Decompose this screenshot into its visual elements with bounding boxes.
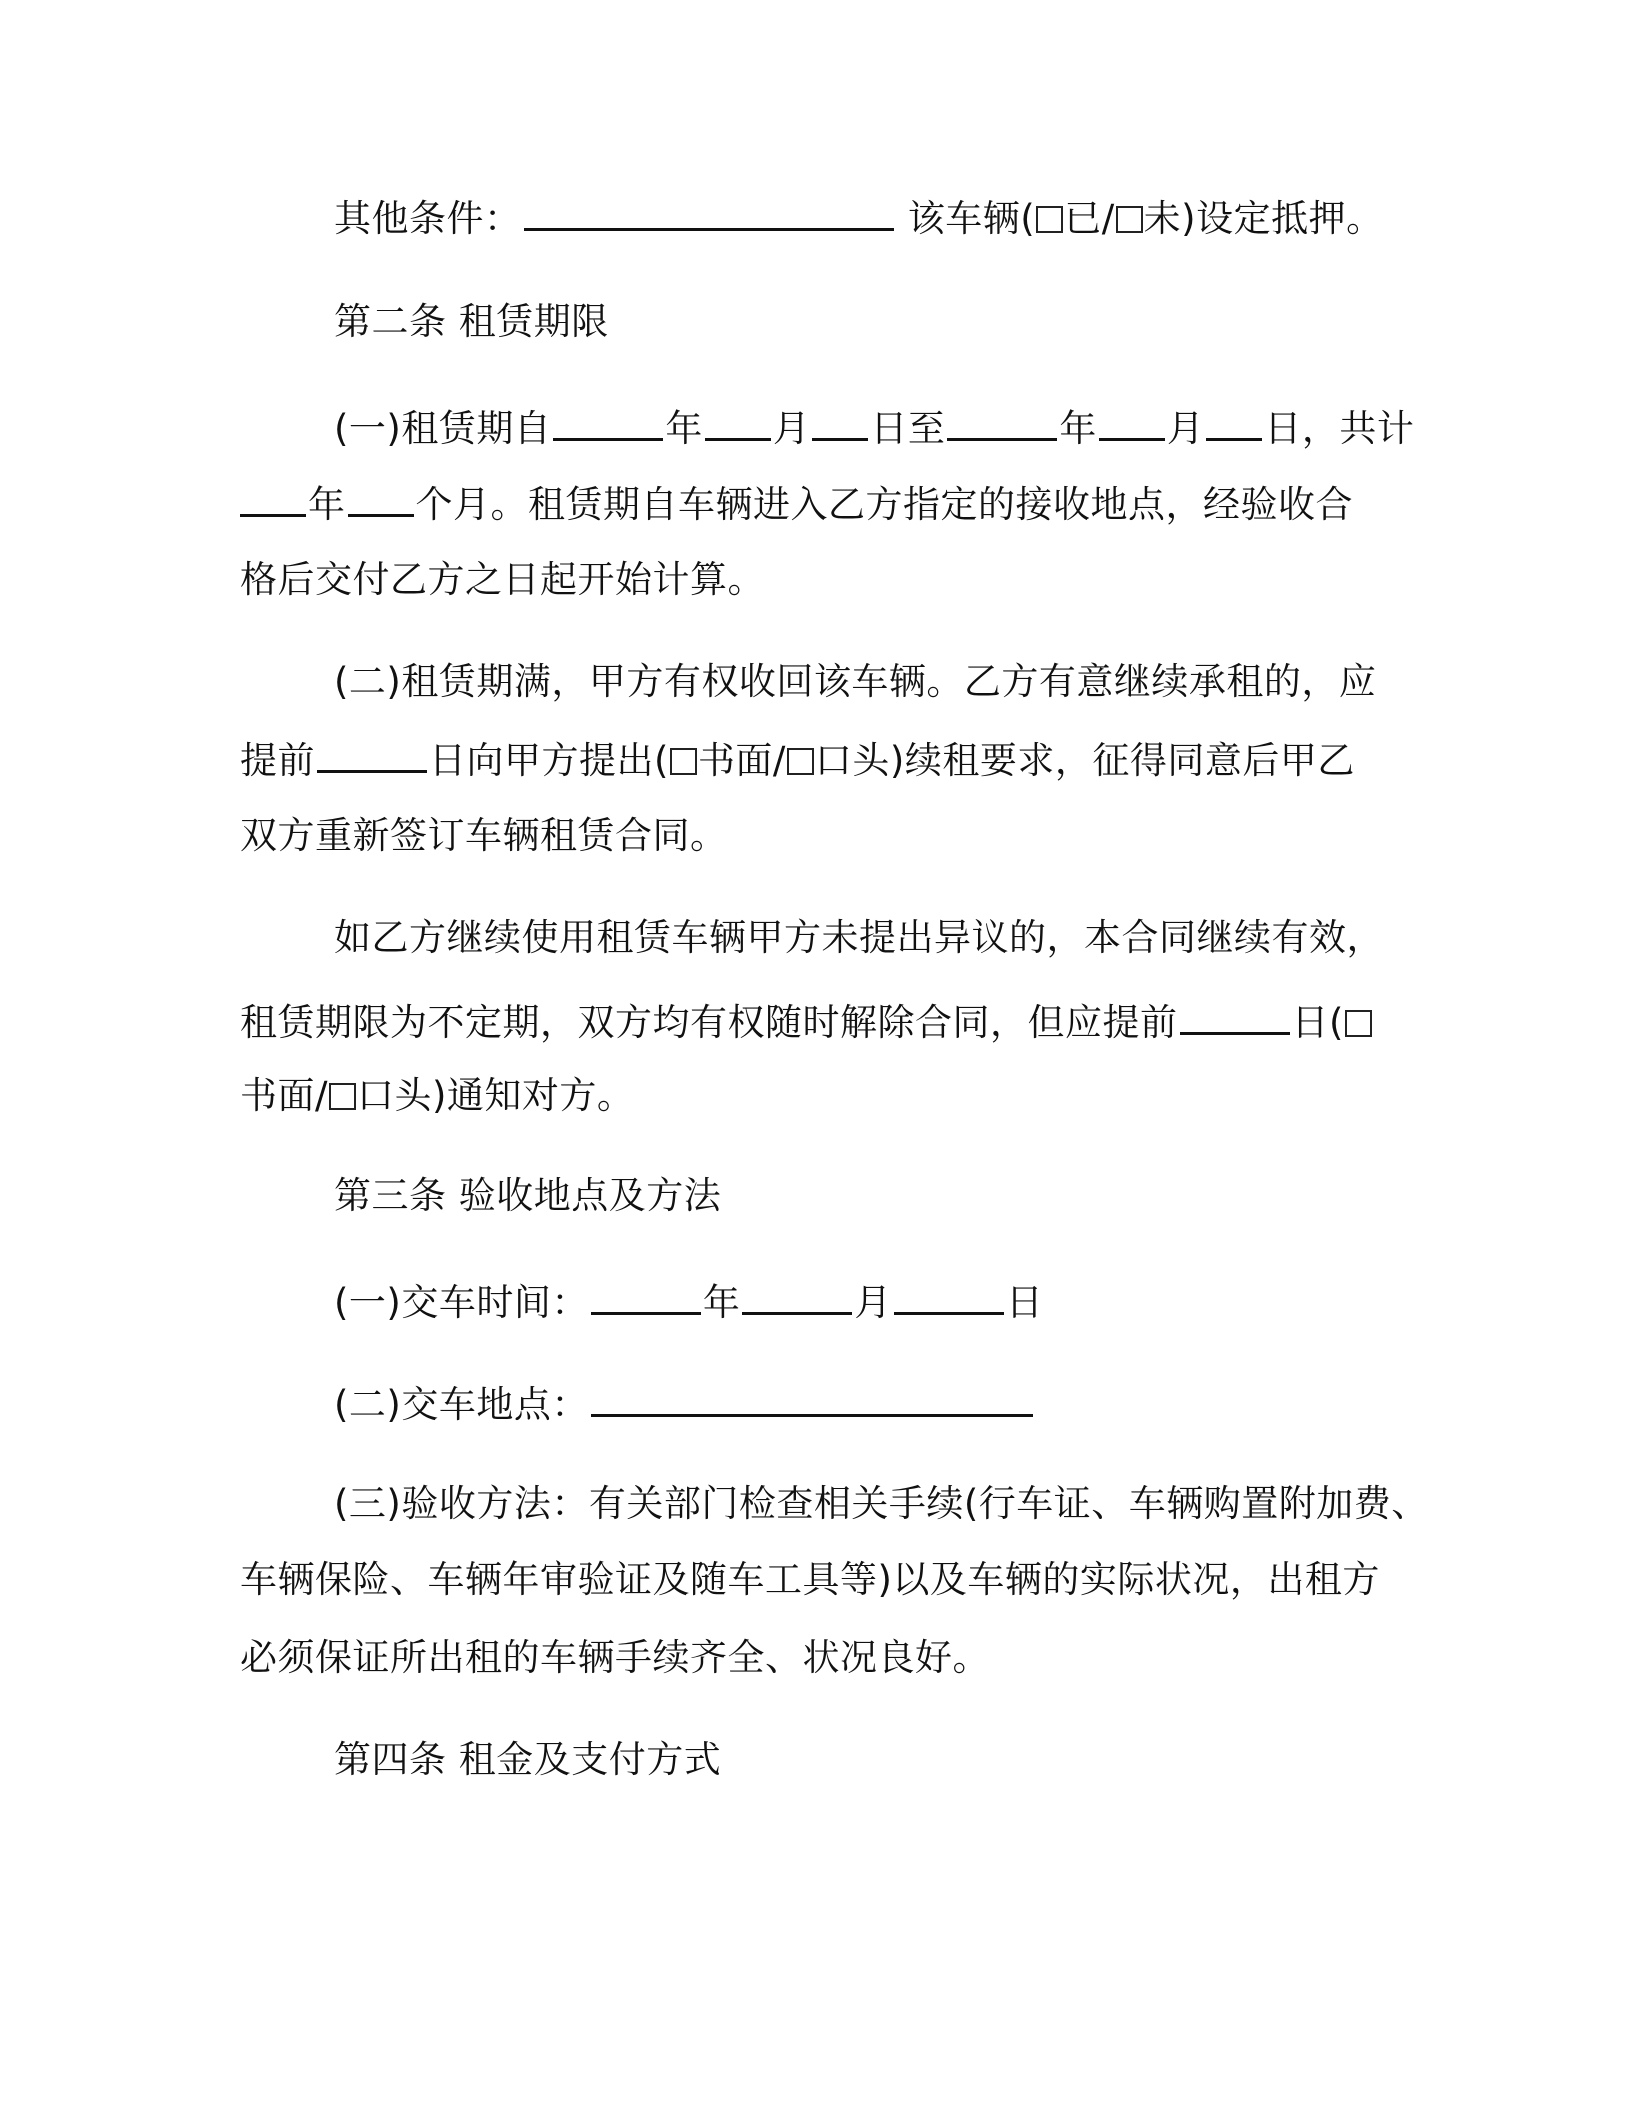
other-conditions-blank[interactable] (524, 190, 894, 231)
total-months-blank[interactable] (348, 476, 414, 517)
delivery-place-label: (二)交车地点： (334, 1383, 589, 1426)
other-conditions-line (334, 190, 1384, 245)
lease-period-line-2 (240, 476, 1353, 531)
lease-period-from-label: (一)租赁期自 (334, 407, 552, 450)
delivery-day-blank[interactable] (894, 1274, 1004, 1315)
continued-use-line-1: 如乙方继续使用租赁车辆甲方未提出异议的，本合同继续有效， (334, 916, 1384, 959)
start-month-unit: 月 (772, 407, 811, 450)
article-three-heading: 第三条 验收地点及方法 (334, 1174, 722, 1217)
notice-written-checkbox[interactable] (1345, 1010, 1372, 1037)
article-four-heading: 第四条 租金及支付方式 (334, 1738, 722, 1781)
end-month-unit: 月 (1166, 407, 1205, 450)
lease-period-line-3: 格后交付乙方之日起开始计算。 (240, 558, 765, 601)
notice-oral-checkbox[interactable] (329, 1083, 356, 1110)
delivery-place-line (334, 1376, 1035, 1431)
delivery-year-blank[interactable] (591, 1274, 701, 1315)
end-day-blank[interactable] (1206, 400, 1262, 441)
continued-use-line-3 (240, 1070, 634, 1122)
renewal-request-text: 日向甲方提出( (429, 739, 669, 782)
notice-written-label: 书面/ (240, 1074, 328, 1117)
mortgaged-yes-label: 已/ (1064, 197, 1115, 240)
mortgaged-no-label: 未)设定抵押。 (1143, 197, 1384, 240)
notice-days-unit: 日( (1291, 1001, 1344, 1044)
delivery-year-unit: 年 (702, 1281, 741, 1324)
delivery-day-unit: 日 (1005, 1281, 1044, 1324)
advance-days-blank[interactable] (317, 732, 427, 773)
delivery-time-line (334, 1274, 1043, 1329)
renewal-written-label: 书面/ (697, 739, 786, 782)
vehicle-text: 该车辆( (907, 197, 1036, 240)
start-year-unit: 年 (665, 407, 703, 450)
renewal-oral-label: 口头)续租要求，征得同意后甲乙 (814, 739, 1355, 782)
end-day-total-label: 日，共计 (1264, 407, 1415, 450)
total-years-unit: 年 (308, 483, 346, 526)
delivery-month-unit: 月 (854, 1281, 892, 1324)
lease-expiry-line-1: (二)租赁期满，甲方有权收回该车辆。乙方有意继续承租的，应 (334, 660, 1377, 703)
mortgaged-no-checkbox[interactable] (1116, 206, 1143, 233)
indefinite-term-text: 租赁期限为不定期，双方均有权随时解除合同，但应提前 (240, 1001, 1178, 1044)
start-year-blank[interactable] (553, 400, 663, 441)
advance-label: 提前 (240, 739, 315, 782)
renewal-written-checkbox[interactable] (670, 748, 697, 775)
inspection-method-line-3: 必须保证所出租的车辆手续齐全、状况良好。 (240, 1636, 990, 1679)
lease-expiry-line-3: 双方重新签订车辆租赁合同。 (240, 814, 728, 857)
lease-expiry-line-2 (240, 732, 1355, 787)
start-day-blank[interactable] (812, 400, 868, 441)
delivery-month-blank[interactable] (742, 1274, 852, 1315)
end-month-blank[interactable] (1099, 400, 1165, 441)
delivery-place-blank[interactable] (591, 1376, 1033, 1417)
inspection-method-line-2: 车辆保险、车辆年审验证及随车工具等)以及车辆的实际状况，出租方 (240, 1558, 1380, 1601)
mortgaged-yes-checkbox[interactable] (1036, 206, 1063, 233)
other-conditions-label: 其他条件： (334, 197, 522, 240)
lease-period-line-1 (334, 400, 1414, 455)
inspection-method-line-1: (三)验收方法：有关部门检查相关手续(行车证、车辆购置附加费、 (334, 1482, 1429, 1525)
renewal-oral-checkbox[interactable] (787, 748, 814, 775)
lease-period-text: 个月。租赁期自车辆进入乙方指定的接收地点，经验收合 (415, 483, 1353, 526)
notice-oral-label: 口头)通知对方。 (356, 1074, 635, 1117)
article-two-heading: 第二条 租赁期限 (334, 300, 609, 343)
delivery-time-label: (一)交车时间： (334, 1281, 589, 1324)
continued-use-line-2 (240, 994, 1373, 1049)
start-month-blank[interactable] (705, 400, 771, 441)
total-years-blank[interactable] (240, 476, 306, 517)
end-year-unit: 年 (1059, 407, 1097, 450)
notice-days-blank[interactable] (1180, 994, 1290, 1035)
start-day-unit: 日至 (870, 407, 946, 450)
end-year-blank[interactable] (947, 400, 1057, 441)
